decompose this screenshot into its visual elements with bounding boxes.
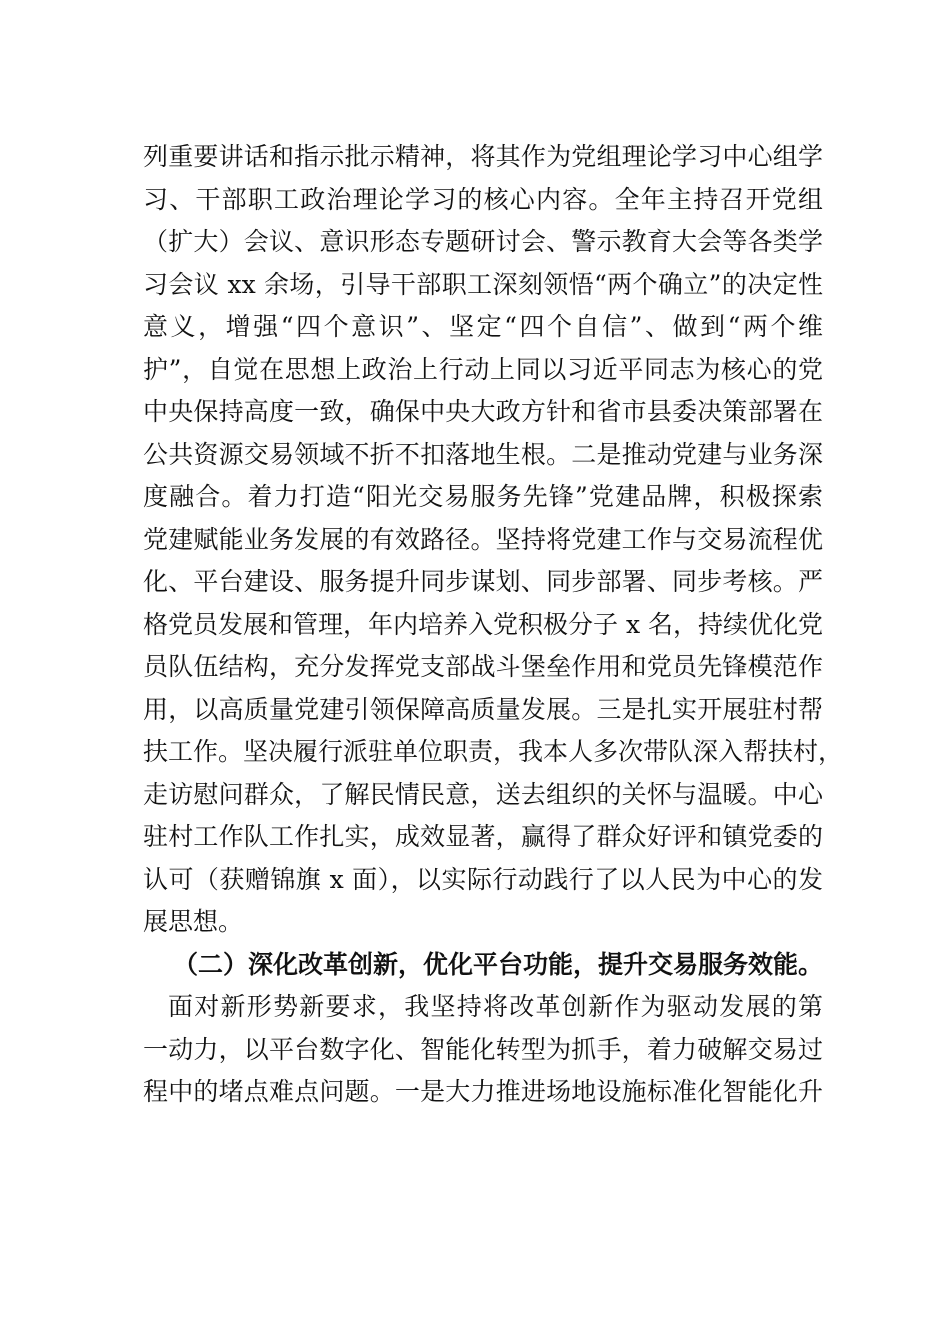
paragraph-1-line-8: 公共资源交易领域不折不扣落地生根。二是推动党建与业务深 bbox=[143, 439, 823, 469]
document-body bbox=[143, 136, 844, 1114]
paragraph-2-line-1: 面对新形势新要求，我坚持将改革创新作为驱动发展的第 bbox=[168, 992, 823, 1021]
paragraph-1-line-4: 习会议 xx 余场，引导干部职工深刻领悟“两个确立”的决定性 bbox=[143, 269, 823, 299]
paragraph-1-line-7: 中央保持高度一致，确保中央大政方针和省市县委决策部署在 bbox=[143, 397, 823, 426]
paragraph-1-line-10: 党建赋能业务发展的有效路径。坚持将党建工作与交易流程优 bbox=[143, 524, 823, 554]
paragraph-1-line-19: 展思想。 bbox=[143, 907, 244, 936]
paragraph-1-line-3: （扩大）会议、意识形态专题研讨会、警示教育大会等各类学 bbox=[143, 227, 823, 256]
paragraph-1-line-2: 习、干部职工政治理论学习的核心内容。全年主持召开党组 bbox=[143, 184, 823, 214]
section-heading: （二）深化改革创新，优化平台功能，提升交易服务效能。 bbox=[173, 949, 824, 979]
paragraph-1-line-15: 扶工作。坚决履行派驻单位职责，我本人多次带队深入帮扶村， bbox=[143, 737, 844, 766]
paragraph-1-line-16: 走访慰问群众，了解民情民意，送去组织的关怀与温暖。中心 bbox=[143, 779, 823, 809]
paragraph-1-line-14: 用，以高质量党建引领保障高质量发展。三是扎实开展驻村帮 bbox=[143, 694, 823, 724]
paragraph-1-line-11: 化、平台建设、服务提升同步谋划、同步部署、同步考核。严 bbox=[143, 567, 823, 596]
paragraph-1-line-18: 认可（获赠锦旗 x 面），以实际行动践行了以人民为中心的发 bbox=[143, 864, 823, 894]
paragraph-1-line-5: 意义，增强“四个意识”、坚定“四个自信”、做到“两个维 bbox=[143, 312, 823, 341]
paragraph-1-line-6: 护”，自觉在思想上政治上行动上同以习近平同志为核心的党 bbox=[143, 354, 823, 384]
paragraph-2-line-2: 一动力，以平台数字化、智能化转型为抓手，着力破解交易过 bbox=[143, 1034, 823, 1064]
paragraph-1-line-12: 格党员发展和管理，年内培养入党积极分子 x 名，持续优化党 bbox=[143, 609, 823, 639]
paragraph-1-line-9: 度融合。着力打造“阳光交易服务先锋”党建品牌，积极探索 bbox=[143, 482, 823, 511]
paragraph-1-line-1: 列重要讲话和指示批示精神，将其作为党组理论学习中心组学 bbox=[143, 142, 823, 171]
paragraph-2-line-3: 程中的堵点难点问题。一是大力推进场地设施标准化智能化升 bbox=[143, 1077, 823, 1106]
paragraph-1-line-17: 驻村工作队工作扎实，成效显著，赢得了群众好评和镇党委的 bbox=[143, 822, 823, 851]
paragraph-1-line-13: 员队伍结构，充分发挥党支部战斗堡垒作用和党员先锋模范作 bbox=[143, 652, 823, 681]
